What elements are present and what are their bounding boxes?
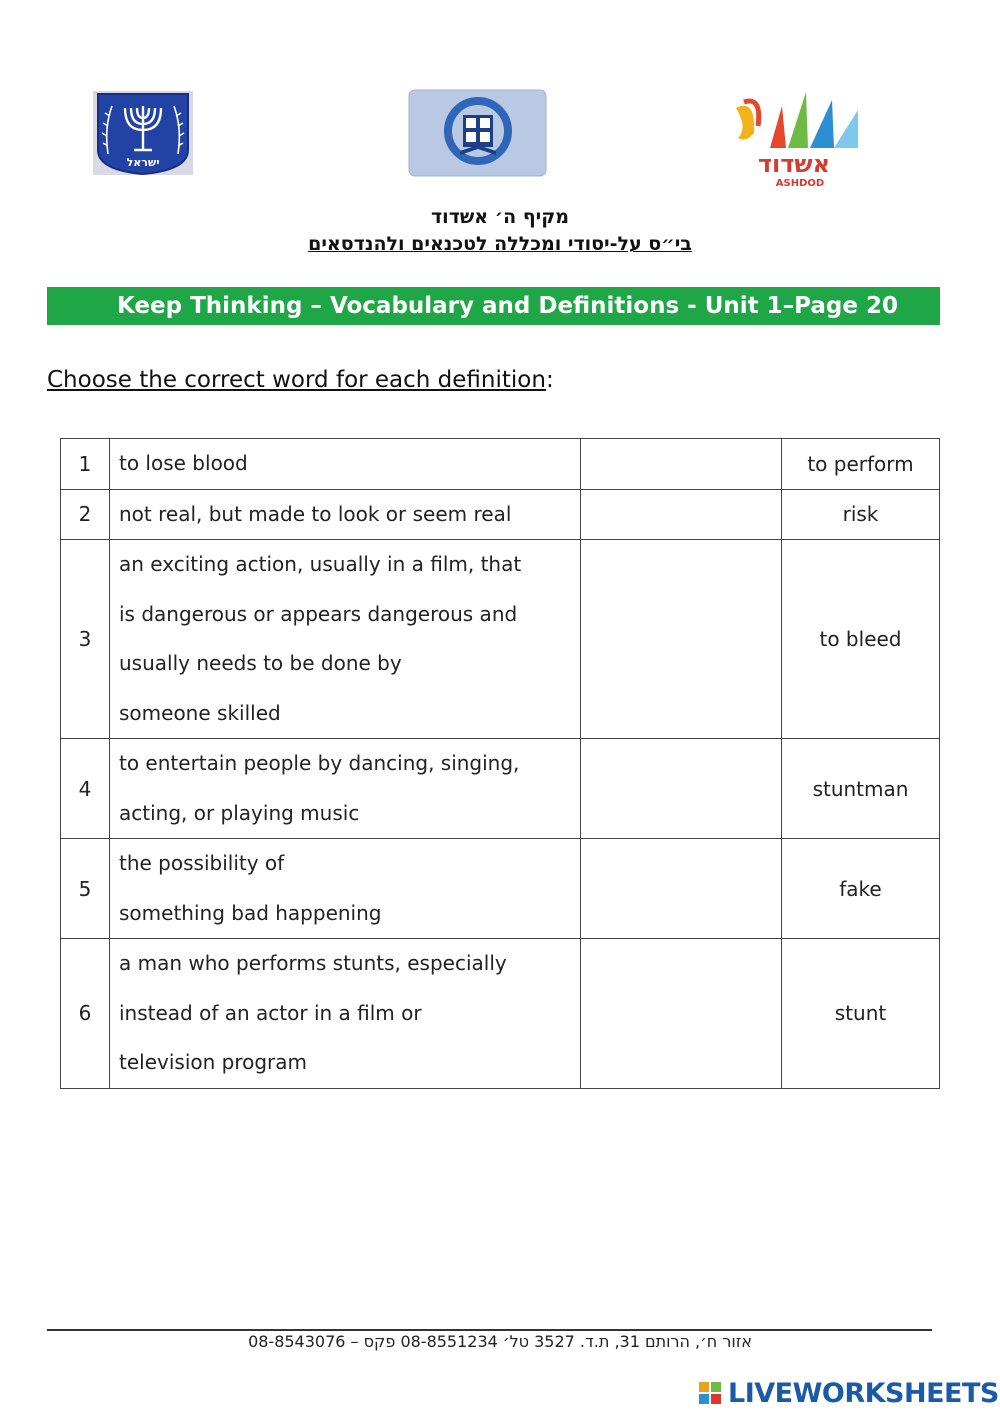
definition-cell <box>110 739 581 839</box>
word-option: risk <box>782 489 940 540</box>
answer-field[interactable] <box>581 739 782 839</box>
instruction-suffix: : <box>545 367 554 393</box>
table-row <box>61 540 940 739</box>
instruction-text: Choose the correct word for each definition <box>47 367 546 393</box>
footer-address: אזור ח׳, הרותם 31, ת.ד. 3527 טל׳ 08-8551234 פקס – 08-8543076 <box>248 1332 752 1351</box>
row-number: 5 <box>61 839 110 939</box>
word-option: fake <box>782 839 940 939</box>
table-row <box>61 839 940 939</box>
ashdod-city-logo-icon <box>726 88 862 188</box>
definition-line: not real, but made to look or seem real <box>119 501 512 526</box>
answer-field[interactable] <box>581 439 782 490</box>
ashdod-logo-subtext: ASHDOD <box>775 178 825 188</box>
row-number: 3 <box>61 540 110 739</box>
definition-line: is dangerous or appears dangerous and <box>119 601 518 626</box>
school-subtitle <box>0 233 1000 255</box>
row-number: 4 <box>61 739 110 839</box>
definition-cell <box>110 489 581 540</box>
table-row <box>61 439 940 490</box>
definition-line: to lose blood <box>119 451 248 475</box>
definition-line: an exciting action, usually in a film, that <box>119 552 522 576</box>
footer-divider <box>47 1329 932 1331</box>
word-option: stuntman <box>782 739 940 839</box>
answer-field[interactable] <box>581 489 782 540</box>
answer-field[interactable] <box>581 540 782 739</box>
school-logo-icon <box>408 89 547 177</box>
row-number: 2 <box>61 489 110 540</box>
answer-field[interactable] <box>581 839 782 939</box>
definition-line: acting, or playing music <box>119 800 360 825</box>
definition-cell <box>110 439 581 490</box>
definition-cell <box>110 540 581 739</box>
definition-line: usually needs to be done by <box>119 651 402 675</box>
instruction <box>47 367 554 393</box>
word-option: to bleed <box>782 540 940 739</box>
vocabulary-table <box>60 438 940 1089</box>
definition-line: someone skilled <box>119 700 281 725</box>
row-number: 1 <box>61 439 110 490</box>
definition-line: the possibility of <box>119 851 285 875</box>
school-subtitle-text: בי״ס על-יסודי ומכללה לטכנאים ולהנדסאים <box>308 233 692 255</box>
liveworksheets-brand: LIVEWORKSHEETS <box>728 1378 999 1409</box>
definition-line: something bad happening <box>119 900 382 925</box>
word-option: to perform <box>782 439 940 490</box>
definition-line: television program <box>119 1050 308 1074</box>
answer-field[interactable] <box>581 939 782 1089</box>
definition-cell <box>110 939 581 1089</box>
definition-line: instead of an actor in a film or <box>119 1000 422 1025</box>
school-name: מקיף ה׳ אשדוד <box>431 206 569 228</box>
definition-line: a man who performs stunts, especially <box>119 951 507 975</box>
worksheet-title-bar: Keep Thinking – Vocabulary and Definitions - Unit 1–Page 20 <box>47 287 940 325</box>
emblem-label: ישראל <box>126 156 160 169</box>
definition-line: to entertain people by dancing, singing, <box>119 751 520 775</box>
definition-cell <box>110 839 581 939</box>
word-option: stunt <box>782 939 940 1089</box>
israel-emblem-icon <box>90 88 196 178</box>
ashdod-logo-text: אשדוד <box>757 150 831 178</box>
table-row <box>61 489 940 540</box>
row-number: 6 <box>61 939 110 1089</box>
table-row <box>61 739 940 839</box>
table-row <box>61 939 940 1089</box>
